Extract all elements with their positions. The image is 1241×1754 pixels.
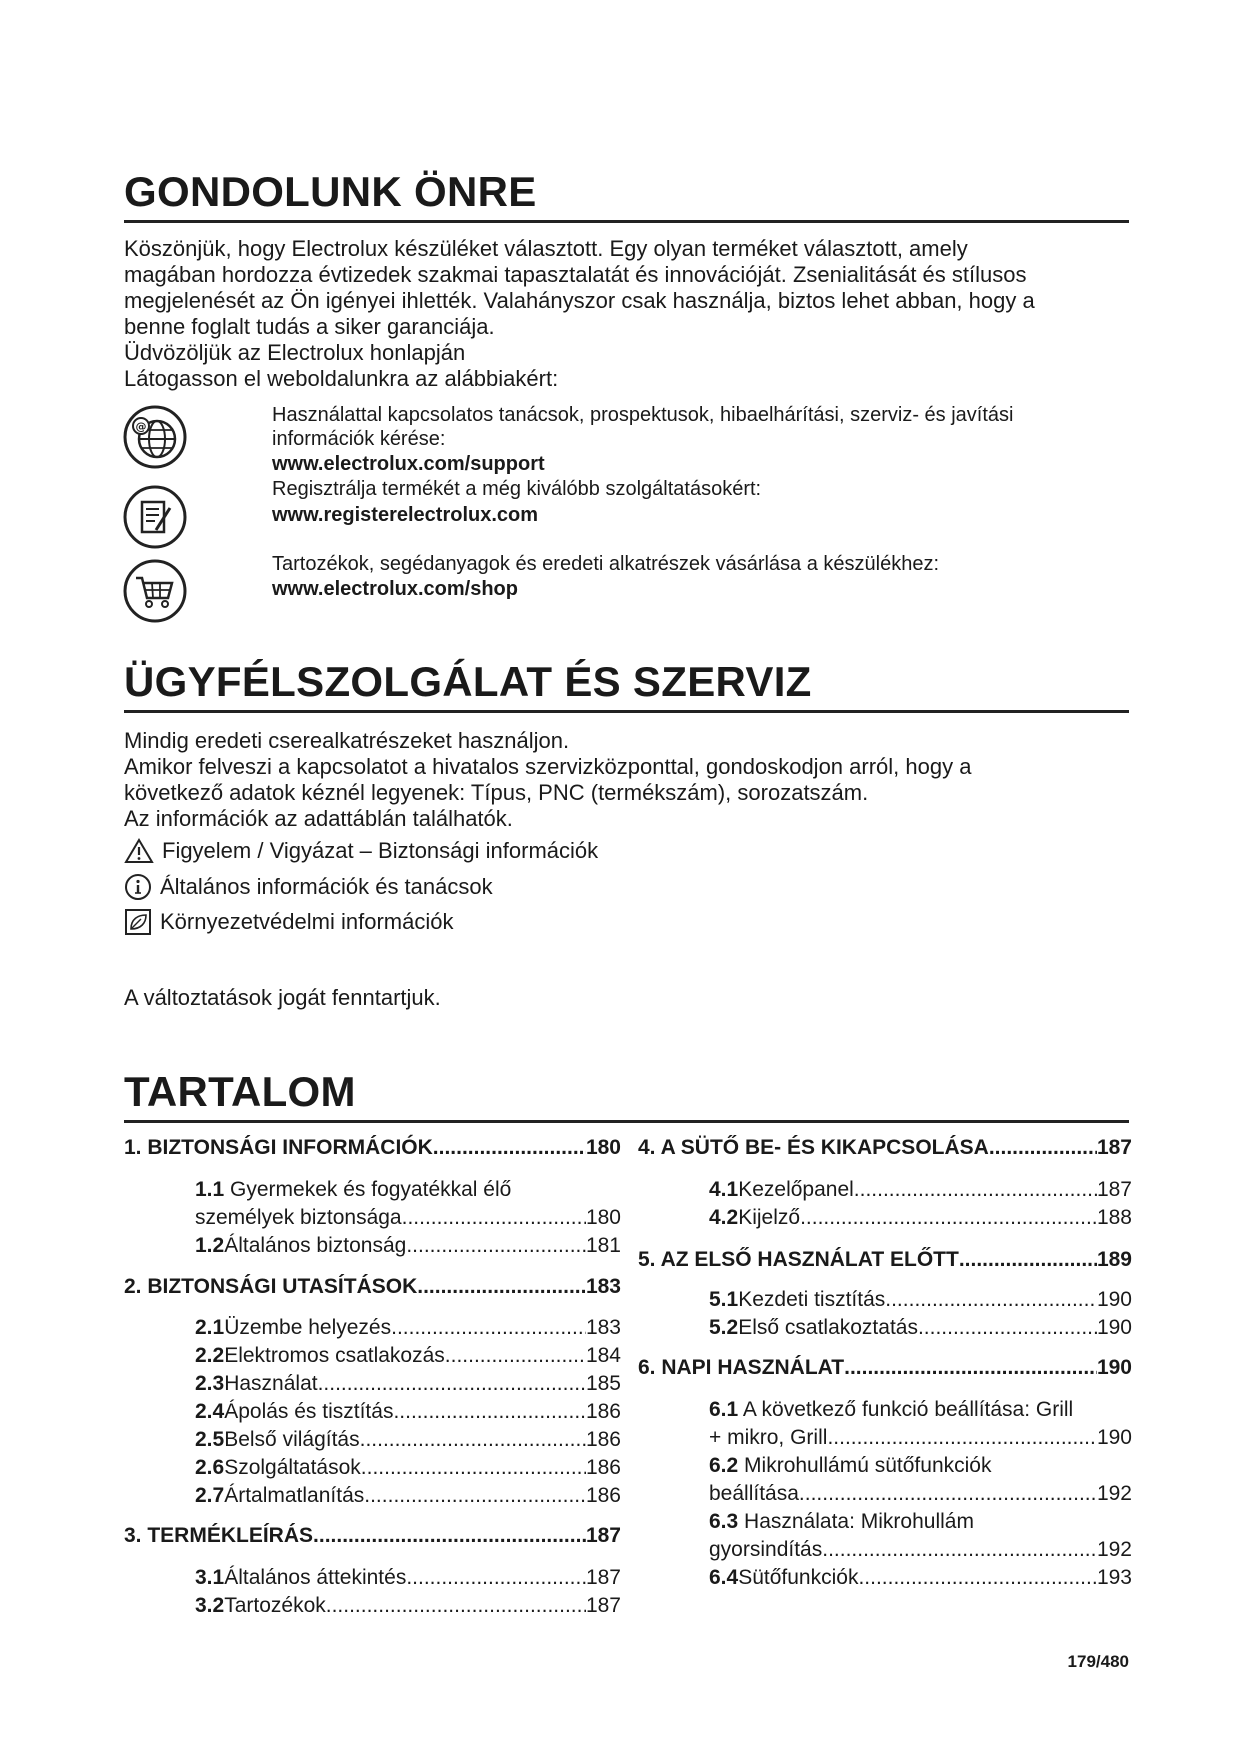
toc-page: 188 [1096,1206,1132,1229]
globe-icon [122,404,188,470]
toc-label: 4. A SÜTŐ BE- ÉS KIKAPCSOLÁSA [638,1136,989,1159]
toc-label: Általános biztonság [224,1234,407,1257]
toc-entry-section-cont[interactable] [709,1482,1132,1506]
toc-label: Általános áttekintés [224,1566,407,1589]
service-description: Tartozékok, segédanyagok és eredeti alkatrészek vásárlása a készülékhez: [272,553,940,575]
toc-number: 6.3 [709,1510,739,1533]
toc-page: 184 [585,1344,621,1367]
toc-page: 181 [585,1234,621,1257]
toc-entry-section-cont[interactable] [709,1426,1132,1450]
toc-entry-section[interactable] [195,1344,621,1368]
service-description: információk kérése: [272,428,446,450]
toc-entry-chapter[interactable] [124,1136,621,1160]
toc-number: 3.2 [195,1594,225,1617]
toc-entry-chapter[interactable] [638,1136,1132,1160]
toc-entry-section[interactable] [195,1400,621,1424]
welcome-paragraph-line: Látogasson el weboldalunkra az alábbiakért: [124,366,559,391]
toc-page: 180 [585,1136,621,1159]
toc-entry-section[interactable] [709,1454,991,1478]
toc-dots [822,1538,1097,1562]
service-paragraph-line: következő adatok kéznél legyenek: Típus, PNC (termékszám), sorozatszám. [124,780,869,805]
toc-number: 2.7 [195,1484,225,1507]
toc-label: Használata: Mikrohullám [738,1510,974,1533]
toc-dots [844,1356,1097,1380]
toc-entry-section[interactable] [195,1178,511,1202]
warning-icon [124,838,154,864]
toc-page: 187 [585,1566,621,1589]
toc-number: 5.1 [709,1288,739,1311]
toc-page: 193 [1096,1566,1132,1589]
toc-label: személyek biztonsága [195,1206,402,1229]
section-title-toc: TARTALOM [124,1068,356,1115]
toc-label: 3. TERMÉKLEÍRÁS [124,1524,314,1547]
page-number: 179/480 [1067,1652,1129,1671]
toc-entry-section[interactable] [709,1398,1073,1422]
toc-entry-section[interactable] [195,1316,621,1340]
toc-page: 186 [585,1456,621,1479]
toc-entry-section-cont[interactable] [709,1538,1132,1562]
toc-label: 6. NAPI HASZNÁLAT [638,1356,845,1379]
toc-number: 2.2 [195,1344,225,1367]
toc-label: Kezelőpanel [738,1178,854,1201]
legend-text: Figyelem / Vigyázat – Biztonsági információk [162,838,599,863]
toc-dots [391,1316,586,1340]
toc-entry-chapter[interactable] [124,1524,621,1548]
toc-dots [318,1372,586,1396]
toc-entry-section[interactable] [709,1566,1132,1590]
toc-label: + mikro, Grill [709,1426,828,1449]
toc-dots [885,1288,1097,1312]
legend-text: Környezetvédelmi információk [160,909,454,934]
toc-label: Mikrohullámú sütőfunkciók [738,1454,992,1477]
toc-dots [959,1248,1097,1272]
toc-page: 186 [585,1400,621,1423]
toc-dots [800,1206,1097,1230]
toc-entry-section[interactable] [195,1566,621,1590]
toc-label: Gyermekek és fogyatékkal élő [224,1178,512,1201]
toc-label: Ártalmatlanítás [224,1484,365,1507]
register-icon [122,484,188,550]
support-link[interactable]: www.electrolux.com/support [272,453,545,475]
toc-page: 190 [1096,1288,1132,1311]
toc-page: 180 [585,1206,621,1229]
svg-text:@: @ [135,420,147,433]
toc-entry-section[interactable] [195,1372,621,1396]
toc-label: A következő funkció beállítása: Grill [738,1398,1074,1421]
toc-page: 190 [1096,1316,1132,1339]
toc-dots [858,1566,1097,1590]
shop-link[interactable]: www.electrolux.com/shop [272,578,518,600]
toc-number: 2.6 [195,1456,225,1479]
toc-page: 190 [1096,1356,1132,1379]
section-rule [124,1120,1129,1123]
changes-note: A változtatások jogát fenntartjuk. [124,985,441,1010]
toc-number: 4.2 [709,1206,739,1229]
toc-label: 2. BIZTONSÁGI UTASÍTÁSOK [124,1275,418,1298]
cart-icon [122,558,188,624]
toc-number: 1.2 [195,1234,225,1257]
toc-label: 5. AZ ELSŐ HASZNÁLAT ELŐTT [638,1248,959,1271]
toc-label: Első csatlakoztatás [738,1316,918,1339]
info-icon [124,873,152,901]
toc-entry-section[interactable] [709,1316,1132,1340]
leaf-icon [124,908,152,936]
toc-number: 2.1 [195,1316,225,1339]
toc-dots [827,1426,1097,1450]
toc-dots [918,1316,1097,1340]
service-paragraph-line: Mindig eredeti cserealkatrészeket használjon. [124,728,570,753]
toc-dots [326,1594,586,1618]
toc-entry-section[interactable] [709,1510,974,1534]
toc-page: 192 [1096,1538,1132,1561]
toc-entry-section[interactable] [709,1178,1132,1202]
toc-entry-section-cont[interactable] [195,1206,621,1230]
toc-label: Belső világítás [224,1428,360,1451]
toc-dots [989,1136,1097,1160]
toc-label: Elektromos csatlakozás [224,1344,445,1367]
toc-number: 2.5 [195,1428,225,1451]
toc-page: 185 [585,1372,621,1395]
toc-label: Üzembe helyezés [224,1316,392,1339]
toc-dots [406,1234,586,1258]
toc-number: 6.4 [709,1566,739,1589]
toc-entry-section[interactable] [195,1234,621,1258]
toc-label: Ápolás és tisztítás [224,1400,394,1423]
toc-page: 183 [585,1316,621,1339]
register-link[interactable]: www.registerelectrolux.com [272,504,539,526]
toc-page: 187 [585,1524,621,1547]
toc-page: 190 [1096,1426,1132,1449]
toc-page: 192 [1096,1482,1132,1505]
welcome-paragraph-line: Üdvözöljük az Electrolux honlapján [124,340,466,365]
legend-environment [124,908,453,936]
toc-label: 1. BIZTONSÁGI INFORMÁCIÓK [124,1136,433,1159]
service-paragraph-line: Az információk az adattáblán találhatók. [124,806,513,831]
toc-page: 183 [585,1275,621,1298]
toc-dots [854,1178,1097,1202]
toc-dots [417,1275,586,1299]
toc-entry-chapter[interactable] [638,1356,1132,1380]
toc-dots [406,1566,586,1590]
toc-label: Sütőfunkciók [738,1566,859,1589]
toc-dots [433,1136,586,1160]
toc-label: beállítása [709,1482,799,1505]
toc-dots [313,1524,586,1548]
toc-label: Tartozékok [224,1594,326,1617]
toc-entry-section[interactable] [195,1594,621,1618]
toc-page: 187 [1096,1136,1132,1159]
legend-info [124,873,493,901]
toc-entry-section[interactable] [195,1484,621,1508]
toc-number: 6.1 [709,1398,739,1421]
section-title-welcome: GONDOLUNK ÖNRE [124,168,537,215]
service-description: Regisztrálja termékét a még kiválóbb szolgáltatásokért: [272,478,762,500]
section-title-service: ÜGYFÉLSZOLGÁLAT ÉS SZERVIZ [124,658,812,705]
toc-entry-section[interactable] [709,1288,1132,1312]
toc-number: 2.4 [195,1400,225,1423]
toc-label: gyorsindítás [709,1538,823,1561]
toc-entry-section[interactable] [195,1456,621,1480]
toc-label: Kezdeti tisztítás [738,1288,886,1311]
toc-dots [445,1344,586,1368]
welcome-paragraph-line: megjelenését az Ön igényei ihlették. Valahányszor csak használja, biztos lehet abban, hogy a [124,288,1035,313]
toc-entry-section[interactable] [709,1206,1132,1230]
section-rule [124,710,1129,713]
toc-dots [402,1206,586,1230]
welcome-paragraph-line: benne foglalt tudás a siker garanciája. [124,314,495,339]
toc-dots [360,1428,586,1452]
toc-entry-chapter[interactable] [124,1275,621,1299]
toc-label: Szolgáltatások [224,1456,361,1479]
service-description: Használattal kapcsolatos tanácsok, prospektusok, hibaelhárítási, szerviz- és javítási [272,404,1014,426]
toc-number: 2.3 [195,1372,225,1395]
toc-label: Kijelző [738,1206,801,1229]
toc-page: 187 [1096,1178,1132,1201]
toc-dots [393,1400,586,1424]
toc-dots [361,1456,586,1480]
section-rule [124,220,1129,223]
legend-text: Általános információk és tanácsok [160,874,493,899]
toc-label: Használat [224,1372,318,1395]
welcome-paragraph-line: magában hordozza évtizedek szakmai tapasztalatát és innovációját. Zsenialitását és stílusos [124,262,1027,287]
service-paragraph-line: Amikor felveszi a kapcsolatot a hivatalos szervizközponttal, gondoskodjon arról, hogy a [124,754,972,779]
toc-number: 4.1 [709,1178,739,1201]
toc-number: 1.1 [195,1178,225,1201]
toc-page: 189 [1096,1248,1132,1271]
toc-number: 3.1 [195,1566,225,1589]
toc-page: 186 [585,1484,621,1507]
legend-warning [124,838,598,864]
welcome-paragraph-line: Köszönjük, hogy Electrolux készüléket választott. Egy olyan terméket választott, amely [124,236,968,261]
toc-dots [364,1484,586,1508]
toc-entry-chapter[interactable] [638,1248,1132,1272]
toc-dots [799,1482,1097,1506]
toc-number: 5.2 [709,1316,739,1339]
toc-number: 6.2 [709,1454,739,1477]
toc-page: 187 [585,1594,621,1617]
toc-entry-section[interactable] [195,1428,621,1452]
toc-page: 186 [585,1428,621,1451]
